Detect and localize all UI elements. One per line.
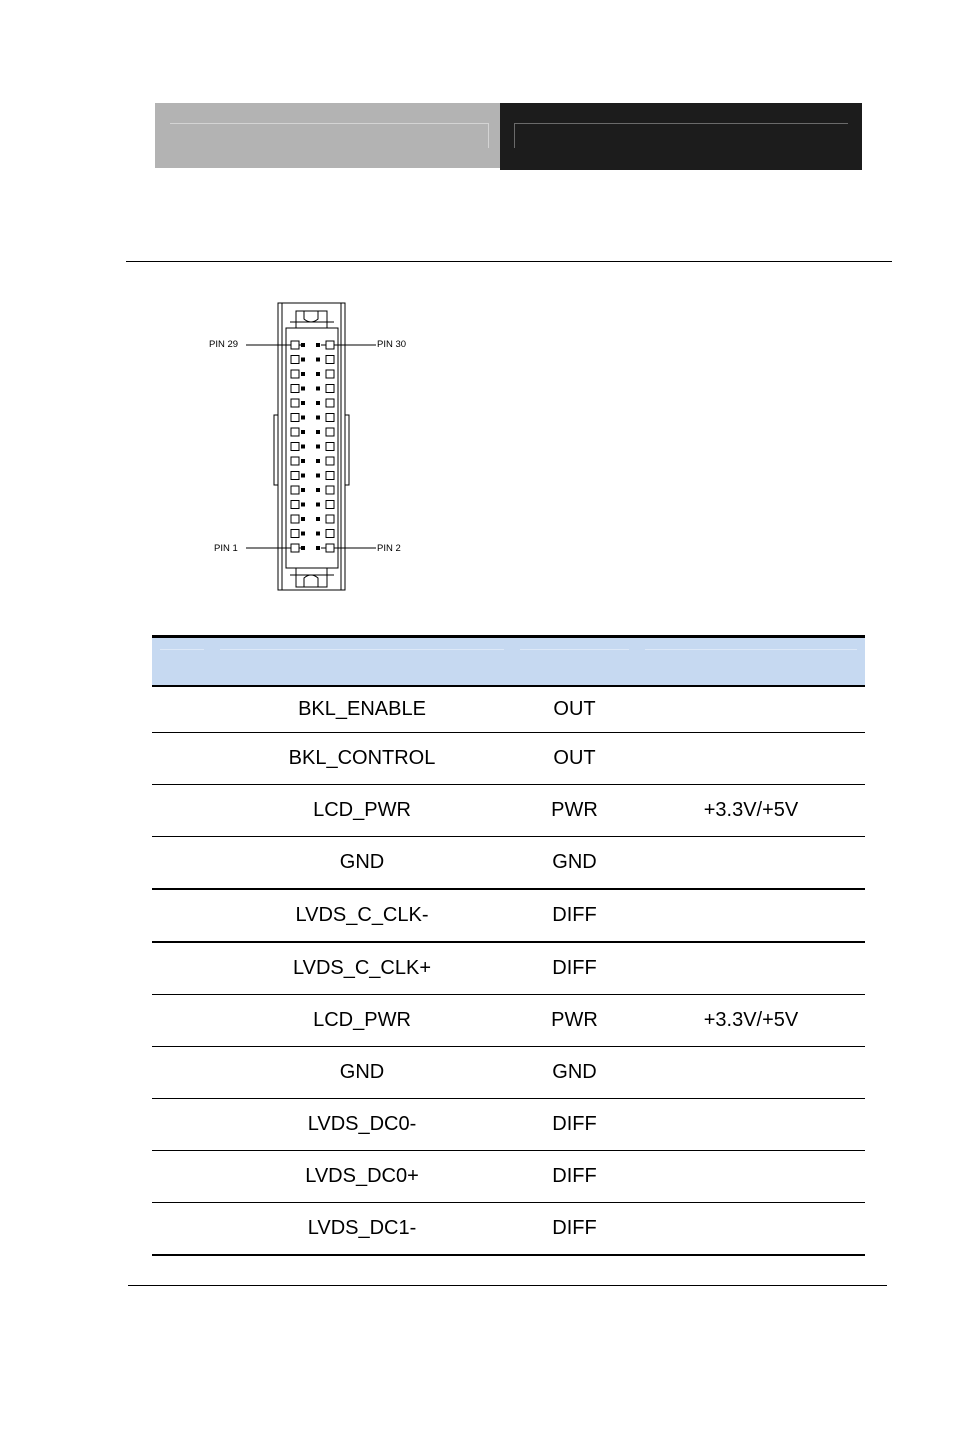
type-cell: DIFF (512, 1098, 637, 1150)
pin-cell (152, 889, 212, 942)
pin-pad (326, 443, 334, 451)
signal-cell: LVDS_C_CLK- (212, 889, 512, 942)
pin-1-label: PIN 1 (214, 543, 238, 554)
pin-contact (301, 343, 305, 347)
header-level (637, 637, 865, 686)
type-cell: GND (512, 836, 637, 889)
signal-cell: GND (212, 836, 512, 889)
pin-contact (301, 532, 305, 536)
level-cell (637, 889, 865, 942)
pin-contact (316, 546, 320, 550)
pin-contact (316, 416, 320, 420)
pin-contact (316, 503, 320, 507)
header-type (512, 637, 637, 686)
pin-contact (316, 488, 320, 492)
pin-pad (291, 356, 299, 364)
level-cell (637, 942, 865, 995)
pin-pad (291, 472, 299, 480)
pin-contact (316, 459, 320, 463)
level-cell (637, 686, 865, 733)
pin-pad (291, 443, 299, 451)
signal-cell: LCD_PWR (212, 784, 512, 836)
level-cell (637, 1202, 865, 1255)
level-cell: +3.3V/+5V (637, 994, 865, 1046)
pin-contact (301, 488, 305, 492)
table-row (152, 836, 865, 889)
pin-contact (301, 372, 305, 376)
pin-contact (301, 445, 305, 449)
pin-pad (291, 428, 299, 436)
pin-contact (316, 358, 320, 362)
pin-contact (301, 459, 305, 463)
pin-contact (316, 401, 320, 405)
header-left-band (155, 103, 500, 168)
signal-cell: BKL_ENABLE (212, 686, 512, 733)
pin-contact (301, 387, 305, 391)
header-left-frame (170, 123, 489, 148)
signal-cell: LVDS_C_CLK+ (212, 942, 512, 995)
pin-pad (326, 544, 334, 552)
top-divider (126, 261, 892, 262)
level-cell: +3.3V/+5V (637, 784, 865, 836)
pin-grid (291, 341, 334, 552)
table-header-row (152, 637, 865, 686)
signal-cell: LVDS_DC0- (212, 1098, 512, 1150)
pin-pad (326, 457, 334, 465)
pin-pad (291, 341, 299, 349)
pin-cell (152, 1046, 212, 1098)
table-row (152, 1202, 865, 1255)
pin-pad (326, 530, 334, 538)
pin-pad (291, 544, 299, 552)
pin-cell (152, 1150, 212, 1202)
pin-pad (326, 356, 334, 364)
type-cell: PWR (512, 784, 637, 836)
pin-pad (326, 341, 334, 349)
type-cell: DIFF (512, 1202, 637, 1255)
pin-contact (301, 503, 305, 507)
pin-contact (301, 358, 305, 362)
pin-contact (301, 517, 305, 521)
type-cell: OUT (512, 686, 637, 733)
bottom-divider (128, 1285, 887, 1286)
type-cell: GND (512, 1046, 637, 1098)
pin-assignment-table (152, 635, 865, 1256)
pin-pad (291, 515, 299, 523)
pin-pad (326, 472, 334, 480)
pin-contact (316, 445, 320, 449)
pin-pad (291, 486, 299, 494)
level-cell (637, 732, 865, 784)
pin-contact (316, 517, 320, 521)
pin-pad (326, 515, 334, 523)
pin-cell (152, 686, 212, 733)
pin-pad (326, 486, 334, 494)
header-right-band (500, 103, 862, 170)
pin-pad (326, 414, 334, 422)
header-right-frame (514, 123, 848, 148)
pin-cell (152, 1098, 212, 1150)
pin-contact (301, 416, 305, 420)
pin-cell (152, 994, 212, 1046)
pin-pad (326, 399, 334, 407)
level-cell (637, 1150, 865, 1202)
type-cell: DIFF (512, 1150, 637, 1202)
signal-cell: LCD_PWR (212, 994, 512, 1046)
pin-contact (316, 474, 320, 478)
pin-contact (301, 474, 305, 478)
signal-cell: BKL_CONTROL (212, 732, 512, 784)
pin-contact (316, 372, 320, 376)
type-cell: DIFF (512, 889, 637, 942)
header-pin (152, 637, 212, 686)
pin-2-label: PIN 2 (377, 543, 401, 554)
pin-cell (152, 942, 212, 995)
pin-contact (301, 430, 305, 434)
signal-cell: GND (212, 1046, 512, 1098)
table-row (152, 686, 865, 733)
pin-pad (326, 385, 334, 393)
pin-contact (301, 546, 305, 550)
pin-contact (316, 387, 320, 391)
pin-pad (326, 501, 334, 509)
pin-contact (316, 532, 320, 536)
level-cell (637, 1046, 865, 1098)
table-row (152, 994, 865, 1046)
table-row (152, 942, 865, 995)
table-row (152, 732, 865, 784)
pin-pad (291, 414, 299, 422)
pin-pad (291, 530, 299, 538)
pin-pad (326, 370, 334, 378)
table-row (152, 784, 865, 836)
pin-cell (152, 784, 212, 836)
pin-pad (291, 501, 299, 509)
signal-cell: LVDS_DC0+ (212, 1150, 512, 1202)
pin-cell (152, 732, 212, 784)
pin-pad (291, 385, 299, 393)
pin-pad (326, 428, 334, 436)
table-row (152, 1046, 865, 1098)
pin-cell (152, 836, 212, 889)
pin-30-label: PIN 30 (377, 339, 407, 350)
level-cell (637, 1098, 865, 1150)
pin-cell (152, 1202, 212, 1255)
header-signal (212, 637, 512, 686)
pin-pad (291, 457, 299, 465)
signal-cell: LVDS_DC1- (212, 1202, 512, 1255)
type-cell: DIFF (512, 942, 637, 995)
pin-contact (301, 401, 305, 405)
type-cell: PWR (512, 994, 637, 1046)
table-row (152, 1098, 865, 1150)
pin-contact (316, 343, 320, 347)
pin-pad (291, 399, 299, 407)
level-cell (637, 836, 865, 889)
pin-contact (316, 430, 320, 434)
pin-29-label: PIN 29 (209, 339, 239, 350)
table-row (152, 1150, 865, 1202)
lvds-connector-diagram (200, 295, 430, 595)
pin-pad (291, 370, 299, 378)
type-cell: OUT (512, 732, 637, 784)
table-row (152, 889, 865, 942)
